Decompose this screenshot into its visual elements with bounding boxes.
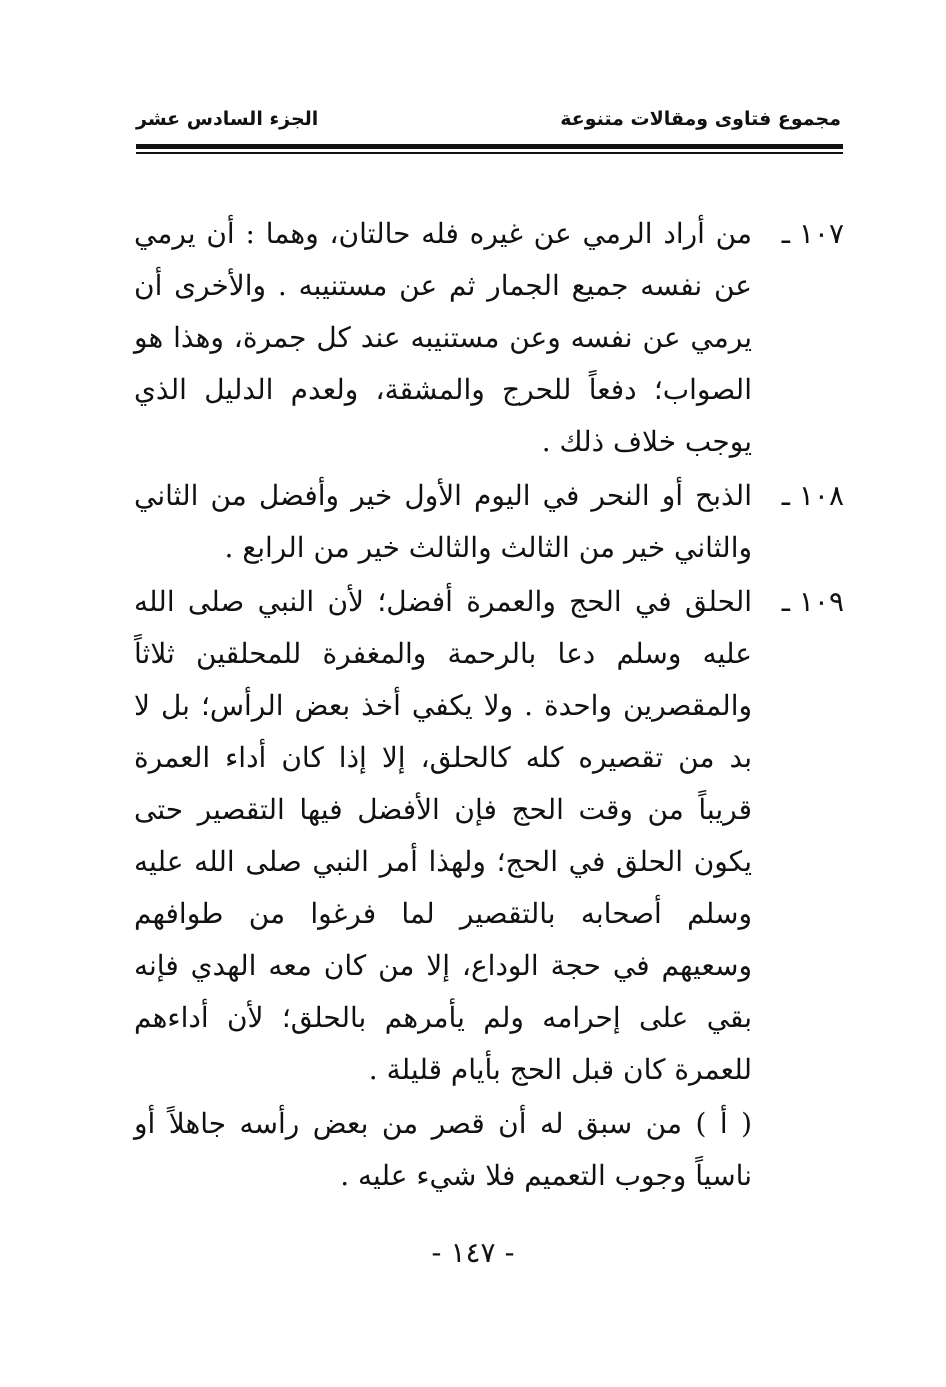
item-text: من أراد الرمي عن غيره فله حالتان، وهما : أن يرمي عن نفسه جميع الجمار ثم عن مستنيبه . والأخرى أن يرمي عن نفسه وعن مستنيبه عند كل جمرة، وهذا هو الصواب؛ دفعاً للحرج والمشقة، ولعدم الدليل الذي يوجب خلاف ذلك . [134, 217, 752, 458]
item-number: ١٠٨ ـ [781, 479, 844, 512]
header-rule-thick [136, 144, 843, 149]
volume-title: الجزء السادس عشر [136, 108, 319, 130]
fatwa-item-109 [134, 576, 844, 1096]
header-rule-thin [136, 152, 843, 154]
item-number: ١٠٩ ـ [781, 585, 844, 618]
fatwa-item-107 [134, 208, 844, 468]
item-number: ١٠٧ ـ [781, 217, 844, 250]
item-text: الذبح أو النحر في اليوم الأول خير وأفضل من الثاني والثاني خير من الثالث والثالث خير من الرابع . [134, 479, 752, 564]
sub-item-a: ( أ ) من سبق له أن قصر من بعض رأسه جاهلاً أو ناسياً وجوب التعميم فلا شيء عليه . [134, 1107, 752, 1192]
page-body [134, 208, 844, 1202]
running-header [136, 108, 841, 142]
page-number: - ١٤٧ - [431, 1236, 515, 1269]
book-title: مجموع فتاوى ومقالات متنوعة [560, 108, 841, 130]
fatwa-item-108 [134, 470, 844, 574]
item-text: الحلق في الحج والعمرة أفضل؛ لأن النبي صلى الله عليه وسلم دعا بالرحمة والمغفرة للمحلقين ثلاثاً والمقصرين واحدة . ولا يكفي أخذ بعض الرأس؛ بل لا بد من تقصيره كله كالحلق، إلا إذا كان أداء العمرة قريباً من وقت الحج فإن الأفضل فيها التقصير حتى يكون الحلق في الحج؛ ولهذا أمر النبي صلى الله عليه وسلم أصحابه بالتقصير لما فرغوا من طوافهم وسعيهم في حجة الوداع، إلا من كان معه الهدي فإنه بقي على إحرامه ولم يأمرهم بالحلق؛ لأن أداءهم للعمرة كان قبل الحج بأيام قليلة . [134, 585, 752, 1086]
